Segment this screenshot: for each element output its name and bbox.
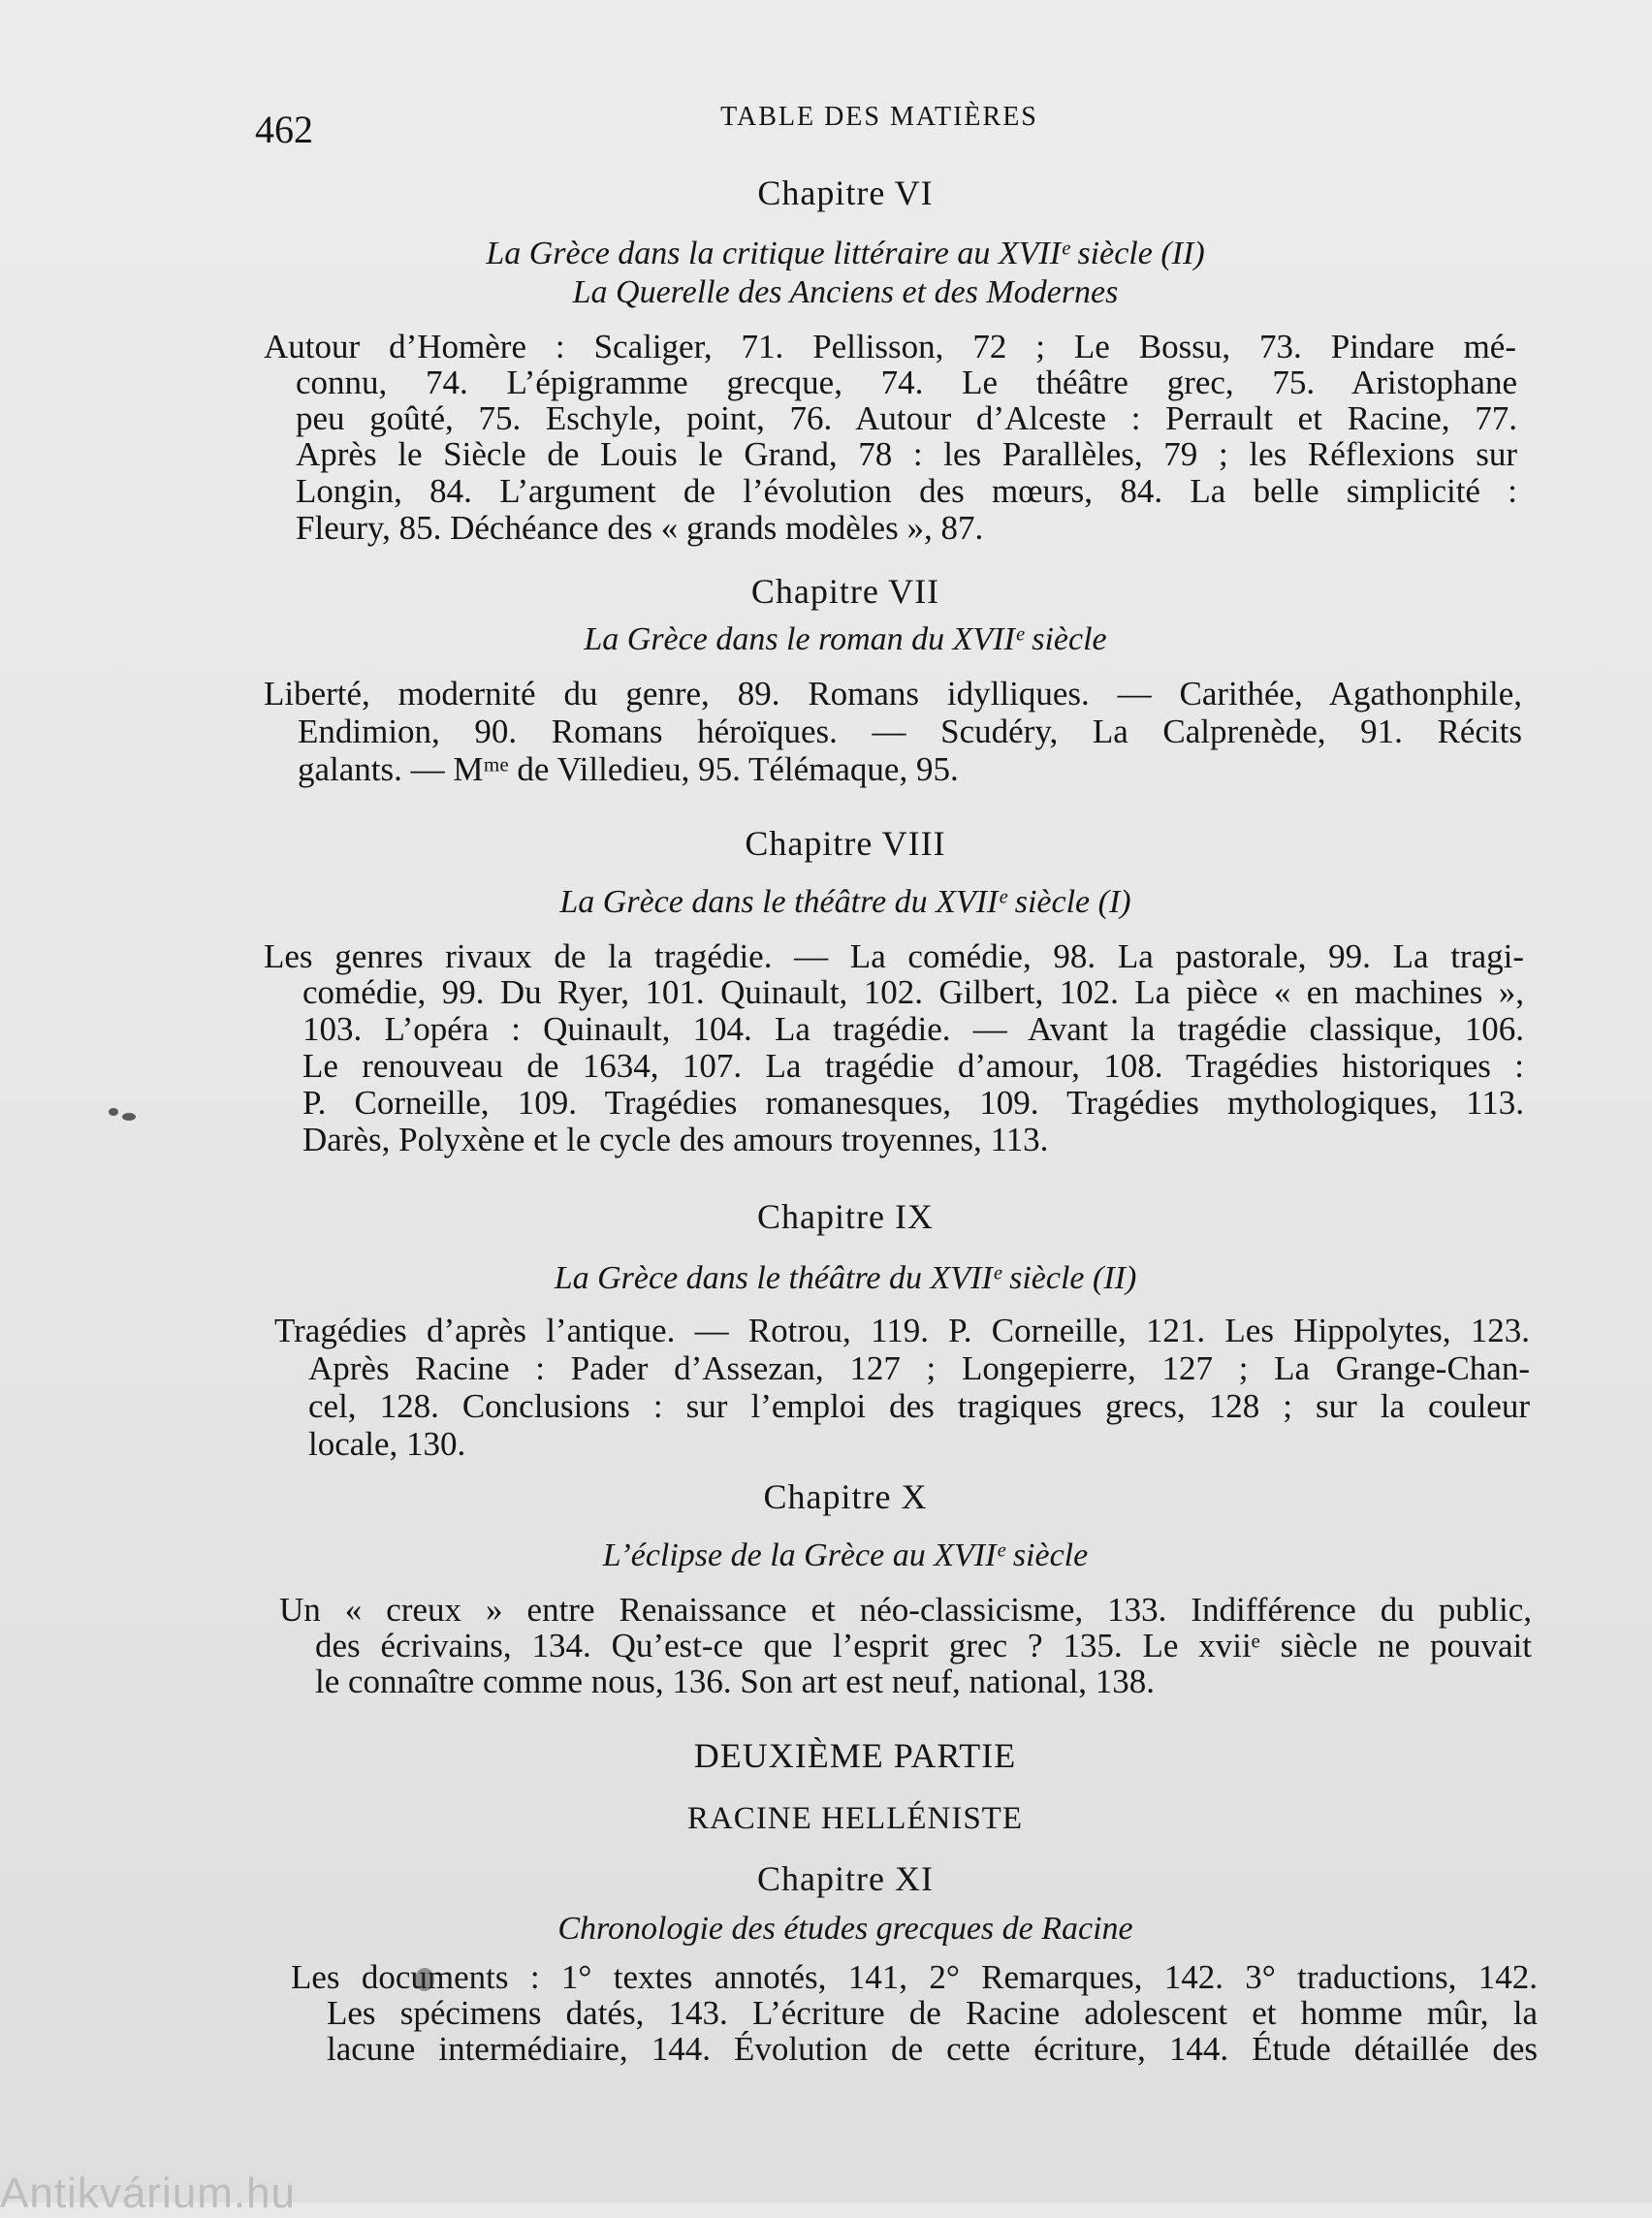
chapter-10-title: L’éclipse de la Grèce au XVIIᵉ siècle (602, 1537, 1089, 1573)
chapter-6-line-1: Autour d’Homère : Scaliger, 71. Pellisson, 72 ; Le Bossu, 73. Pindare mé- (264, 328, 1516, 365)
ink-smudge (122, 1113, 136, 1121)
chapter-6-line-5: Longin, 84. L’argument de l’évolution des mœurs, 84. La belle simplicité : (296, 472, 1517, 510)
chapter-10-heading: Chapitre X (763, 1477, 928, 1516)
part-2-heading: DEUXIÈME PARTIE (693, 1736, 1017, 1775)
ink-smudge (415, 1968, 434, 1991)
chapter-10-line-1: Un « creux » entre Renaissance et néo-classicisme, 133. Indifférence du public, (279, 1591, 1532, 1629)
chapter-9-line-1: Tragédies d’après l’antique. — Rotrou, 119. P. Corneille, 121. Les Hippolytes, 123. (274, 1312, 1530, 1349)
chapter-10-line-2: des écrivains, 134. Qu’est-ce que l’esprit grec ? 135. Le xviiᵉ siècle ne pouvait (315, 1627, 1532, 1664)
chapter-6-line-2: connu, 74. L’épigramme grecque, 74. Le théâtre grec, 75. Aristophane (296, 364, 1517, 401)
chapter-6-heading: Chapitre VI (757, 174, 934, 212)
ink-smudge (109, 1108, 118, 1116)
chapter-9-line-2: Après Racine : Pader d’Assezan, 127 ; Longepierre, 127 ; La Grange-Chan- (308, 1349, 1530, 1387)
chapter-6-line-6: Fleury, 85. Déchéance des « grands modèles », 87. (296, 509, 984, 547)
chapter-7-line-2: Endimion, 90. Romans héroïques. — Scudéry, La Calprenède, 91. Récits (298, 713, 1522, 750)
chapter-8-line-2: comédie, 99. Du Ryer, 101. Quinault, 102. Gilbert, 102. La pièce « en machines », (302, 973, 1524, 1011)
chapter-9-line-3: cel, 128. Conclusions : sur l’emploi des tragiques grecs, 128 ; sur la couleur (308, 1387, 1530, 1425)
part-2-subheading: RACINE HELLÉNISTE (686, 1801, 1024, 1836)
chapter-9-heading: Chapitre IX (757, 1197, 934, 1236)
chapter-6-line-3: peu goûté, 75. Eschyle, point, 76. Autour d’Alceste : Perrault et Racine, 77. (296, 399, 1517, 437)
chapter-11-line-1: Les documents : 1° textes annotés, 141, 2° Remarques, 142. 3° traductions, 142. (291, 1958, 1538, 1996)
chapter-8-line-3: 103. L’opéra : Quinault, 104. La tragédie. — Avant la tragédie classique, 106. (302, 1010, 1524, 1048)
watermark: Antikvárium.hu (0, 2170, 297, 2217)
chapter-8-line-6: Darès, Polyxène et le cycle des amours troyennes, 113. (302, 1121, 1049, 1158)
chapter-7-heading: Chapitre VII (750, 572, 940, 611)
chapter-8-heading: Chapitre VIII (745, 824, 946, 863)
chapter-8-title: La Grèce dans le théâtre du XVIIᵉ siècle (I) (559, 884, 1131, 920)
chapter-9-line-4: locale, 130. (308, 1425, 466, 1463)
chapter-11-line-2: Les spécimens datés, 143. L’écriture de Racine adolescent et homme mûr, la (327, 1994, 1538, 2032)
chapter-6-subtitle: La Querelle des Anciens et des Modernes (572, 274, 1119, 310)
chapter-8-line-1: Les genres rivaux de la tragédie. — La comédie, 98. La pastorale, 99. La tragi- (264, 937, 1524, 975)
chapter-7-line-3: galants. — Mᵐᵉ de Villedieu, 95. Télémaque, 95. (298, 750, 959, 788)
page-number: 462 (255, 108, 313, 151)
chapter-11-title: Chronologie des études grecques de Racine (557, 1911, 1133, 1947)
chapter-6-line-4: Après le Siècle de Louis le Grand, 78 : les Parallèles, 79 ; les Réflexions sur (296, 435, 1517, 473)
chapter-10-line-3: le connaître comme nous, 136. Son art est neuf, national, 138. (315, 1663, 1156, 1700)
chapter-7-line-1: Liberté, modernité du genre, 89. Romans idylliques. — Carithée, Agathonphile, (264, 675, 1522, 713)
chapter-8-line-5: P. Corneille, 109. Tragédies romanesques, 109. Tragédies mythologiques, 113. (302, 1084, 1524, 1122)
chapter-11-heading: Chapitre XI (757, 1859, 934, 1898)
chapter-6-title: La Grèce dans la critique littéraire au XVIIᵉ siècle (II) (486, 236, 1205, 271)
chapter-7-title: La Grèce dans le roman du XVIIᵉ siècle (584, 621, 1107, 657)
chapter-8-line-4: Le renouveau de 1634, 107. La tragédie d’amour, 108. Tragédies historiques : (302, 1047, 1524, 1085)
chapter-9-title: La Grèce dans le théâtre du XVIIᵉ siècle (II) (554, 1260, 1137, 1296)
chapter-11-line-3: lacune intermédiaire, 144. Évolution de cette écriture, 144. Étude détaillée des (327, 2030, 1538, 2068)
running-head: TABLE DES MATIÈRES (720, 102, 1038, 132)
